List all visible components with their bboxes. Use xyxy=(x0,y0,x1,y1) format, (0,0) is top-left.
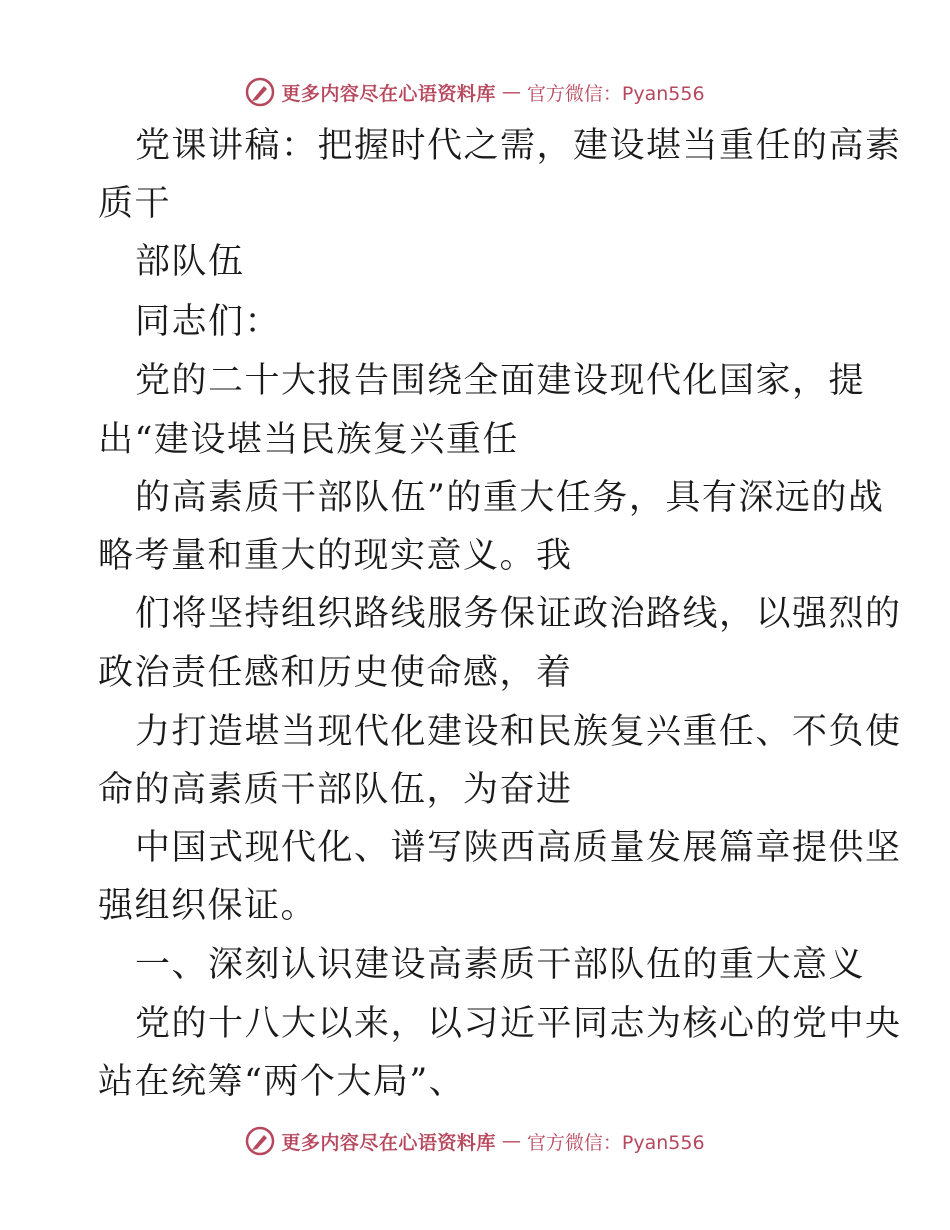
paragraph-line: 强组织保证。 xyxy=(98,886,318,926)
paragraph-line: 略考量和重大的现实意义。我 xyxy=(98,536,573,576)
paragraph-line: 出“建设堪当民族复兴重任 xyxy=(98,420,519,460)
pen-logo-icon xyxy=(245,1126,275,1156)
document-title-line-3: 部队伍 xyxy=(135,242,245,282)
header-watermark xyxy=(0,72,950,112)
document-title-line-2: 质干 xyxy=(98,184,172,224)
watermark-dash: — xyxy=(501,1130,521,1152)
paragraph-line: 命的高素质干部队伍，为奋进 xyxy=(98,770,573,810)
document-title-line-1: 党课讲稿：把握时代之需，建设堪当重任的高素 xyxy=(135,126,902,166)
paragraph-line: 的高素质干部队伍”的重大任务，具有深远的战 xyxy=(135,478,885,518)
footer-watermark xyxy=(0,1121,950,1161)
watermark-brand: 更多内容尽在心语资料库 xyxy=(281,82,496,105)
paragraph-line: 力打造堪当现代化建设和民族复兴重任、不负使 xyxy=(135,712,902,752)
paragraph-line: 党的十八大以来，以习近平同志为核心的党中央 xyxy=(135,1004,902,1044)
paragraph-line: 中国式现代化、谱写陕西高质量发展篇章提供坚 xyxy=(135,828,902,868)
salutation: 同志们： xyxy=(135,302,282,342)
section-heading: 一、深刻认识建设高素质干部队伍的重大意义 xyxy=(135,945,866,985)
watermark-contact: 官方微信：Pyan556 xyxy=(526,82,705,105)
paragraph-line: 们将坚持组织路线服务保证政治路线，以强烈的 xyxy=(135,594,902,634)
pen-logo-icon xyxy=(245,77,275,107)
paragraph-line: 党的二十大报告围绕全面建设现代化国家，提 xyxy=(135,361,866,401)
paragraph-line: 站在统筹“两个大局”、 xyxy=(98,1062,466,1102)
paragraph-line: 政治责任感和历史使命感，着 xyxy=(98,653,573,693)
watermark-brand: 更多内容尽在心语资料库 xyxy=(281,1131,496,1154)
watermark-contact: 官方微信：Pyan556 xyxy=(526,1131,705,1154)
watermark-dash: — xyxy=(501,81,521,103)
